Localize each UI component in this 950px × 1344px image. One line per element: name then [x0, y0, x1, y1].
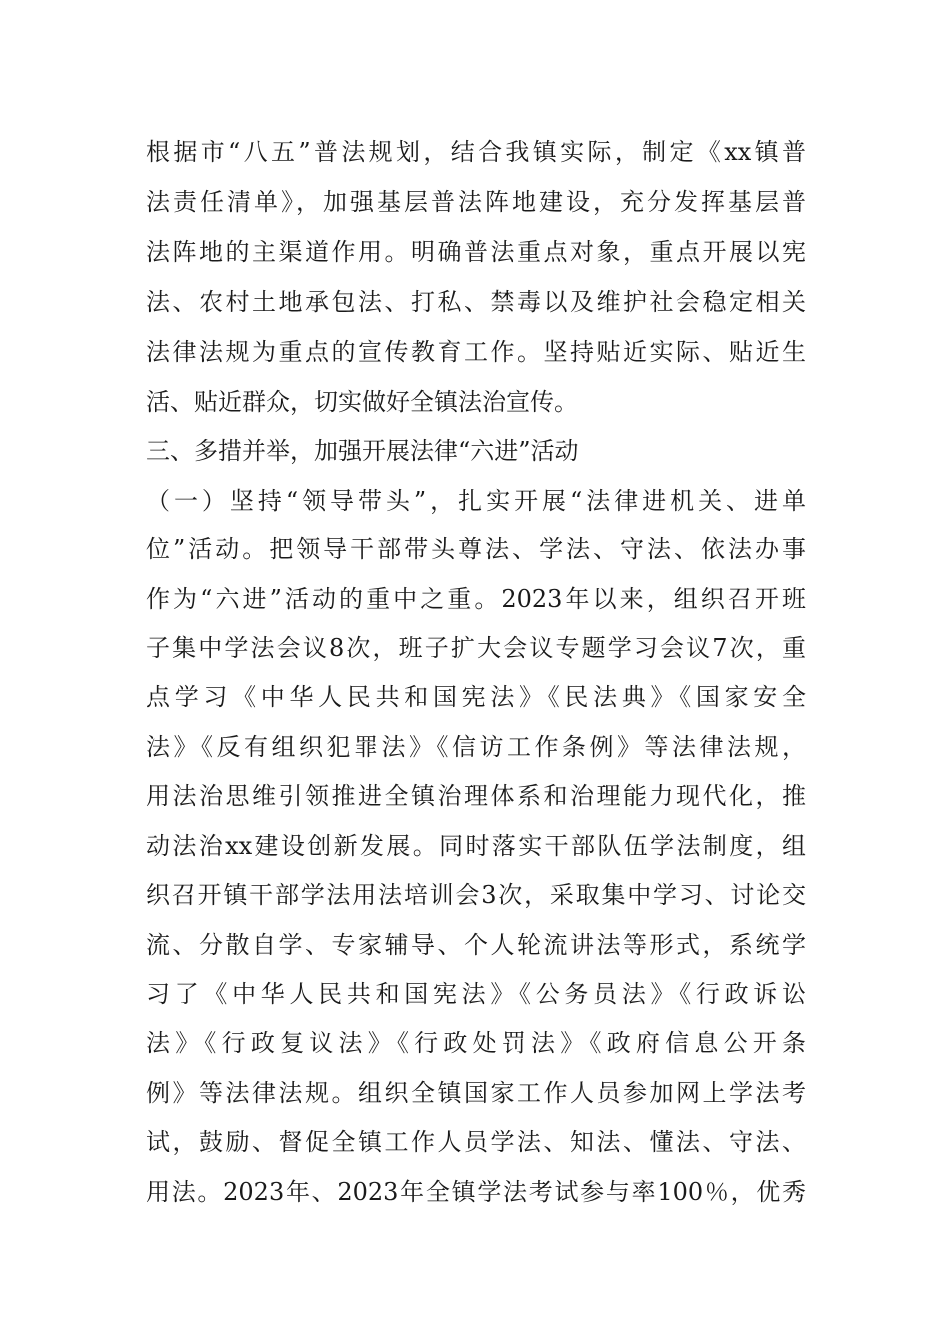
text-line: 子集中学法会议8次，班子扩大会议专题学习会议7次，重	[146, 634, 806, 662]
text-line: 习了《中华人民共和国宪法》《公务员法》《行政诉讼	[146, 980, 806, 1008]
subsection-heading-line: （一）坚持“领导带头”，扎实开展“法律进机关、进单	[146, 487, 806, 515]
text-line: 法》《反有组织犯罪法》《信访工作条例》等法律法规，	[146, 733, 806, 761]
text-line: 活、贴近群众，切实做好全镇法治宣传。	[146, 388, 578, 416]
text-line: 点学习《中华人民共和国宪法》《民法典》《国家安全	[146, 683, 806, 711]
text-line: 作为“六进”活动的重中之重。2023年以来，组织召开班	[146, 585, 806, 613]
text-line: 试，鼓励、督促全镇工作人员学法、知法、懂法、守法、	[146, 1128, 806, 1156]
text-line: 法律法规为重点的宣传教育工作。坚持贴近实际、贴近生	[146, 338, 806, 366]
text-line: 根据市“八五”普法规划，结合我镇实际，制定《xx镇普	[146, 138, 806, 166]
text-line: 例》等法律法规。组织全镇国家工作人员参加网上学法考	[146, 1079, 806, 1107]
text-line: 用法。2023年、2023年全镇学法考试参与率100％，优秀	[146, 1178, 806, 1206]
text-line: 法》《行政复议法》《行政处罚法》《政府信息公开条	[146, 1029, 806, 1057]
text-line: 用法治思维引领推进全镇治理体系和治理能力现代化，推	[146, 782, 806, 810]
text-line: 法责任清单》，加强基层普法阵地建设，充分发挥基层普	[146, 188, 806, 216]
text-line: 法阵地的主渠道作用。明确普法重点对象，重点开展以宪	[146, 238, 806, 266]
text-line: 位”活动。把领导干部带头尊法、学法、守法、依法办事	[146, 535, 806, 563]
text-line: 动法治xx建设创新发展。同时落实干部队伍学法制度，组	[146, 832, 806, 860]
section-heading: 三、多措并举，加强开展法律“六进”活动	[146, 437, 579, 465]
text-line: 流、分散自学、专家辅导、个人轮流讲法等形式，系统学	[146, 931, 806, 959]
text-line: 法、农村土地承包法、打私、禁毒以及维护社会稳定相关	[146, 288, 806, 316]
text-line: 织召开镇干部学法用法培训会3次，采取集中学习、讨论交	[146, 881, 806, 909]
